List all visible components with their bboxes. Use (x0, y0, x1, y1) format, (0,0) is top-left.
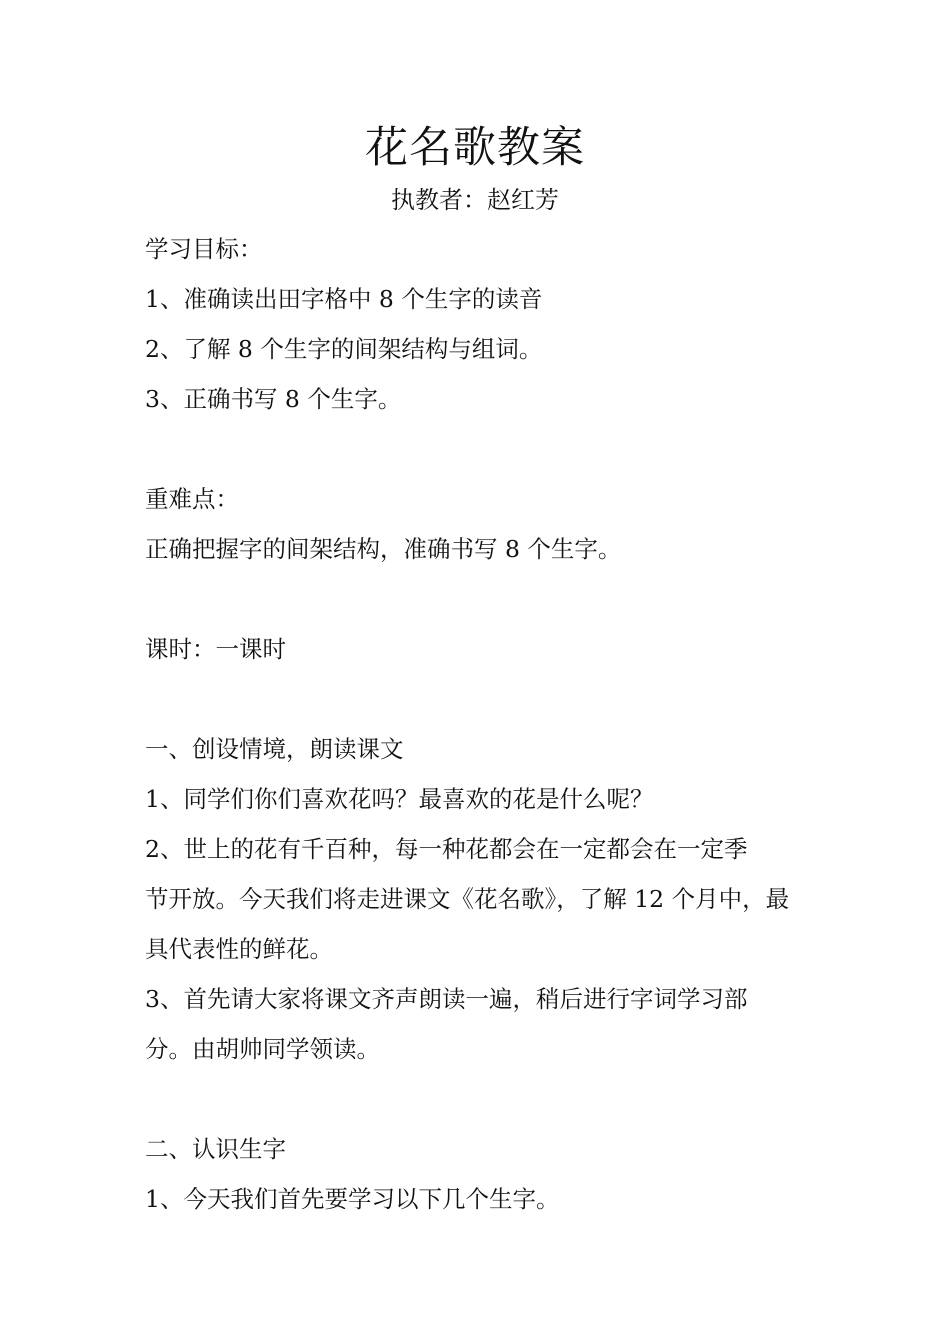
blank-line (145, 1074, 815, 1124)
document-title: 花名歌教案 (365, 123, 585, 173)
text-line: 1、今天我们首先要学习以下几个生字。 (145, 1185, 560, 1213)
blank-line (145, 424, 815, 474)
blank-line (145, 674, 815, 724)
text-line: 2、世上的花有千百种，每一种花都会在一定都会在一定季 (145, 835, 748, 863)
text-line: 3、首先请大家将课文齐声朗读一遍，稍后进行字词学习部 (145, 985, 748, 1013)
text-line: 一、创设情境，朗读课文 (145, 735, 404, 763)
text-line: 学习目标： (145, 235, 263, 263)
text-line: 2、了解 8 个生字的间架结构与组词。 (145, 335, 543, 363)
text-line: 重难点： (145, 485, 239, 513)
text-line: 3、正确书写 8 个生字。 (145, 385, 402, 413)
text-line: 课时：一课时 (145, 635, 286, 663)
document-body (145, 224, 815, 1224)
author-line: 执教者：赵红芳 (391, 186, 559, 214)
text-line: 具代表性的鲜花。 (145, 935, 333, 963)
blank-line (145, 574, 815, 624)
text-line: 正确把握字的间架结构，准确书写 8 个生字。 (145, 535, 622, 563)
text-line: 二、认识生字 (145, 1135, 286, 1163)
text-line: 分。由胡帅同学领读。 (145, 1035, 380, 1063)
text-line: 节开放。今天我们将走进课文《花名歌》，了解 12 个月中，最 (145, 885, 790, 913)
text-line: 1、准确读出田字格中 8 个生字的读音 (145, 285, 543, 313)
text-line: 1、同学们你们喜欢花吗？最喜欢的花是什么呢？ (145, 785, 654, 813)
